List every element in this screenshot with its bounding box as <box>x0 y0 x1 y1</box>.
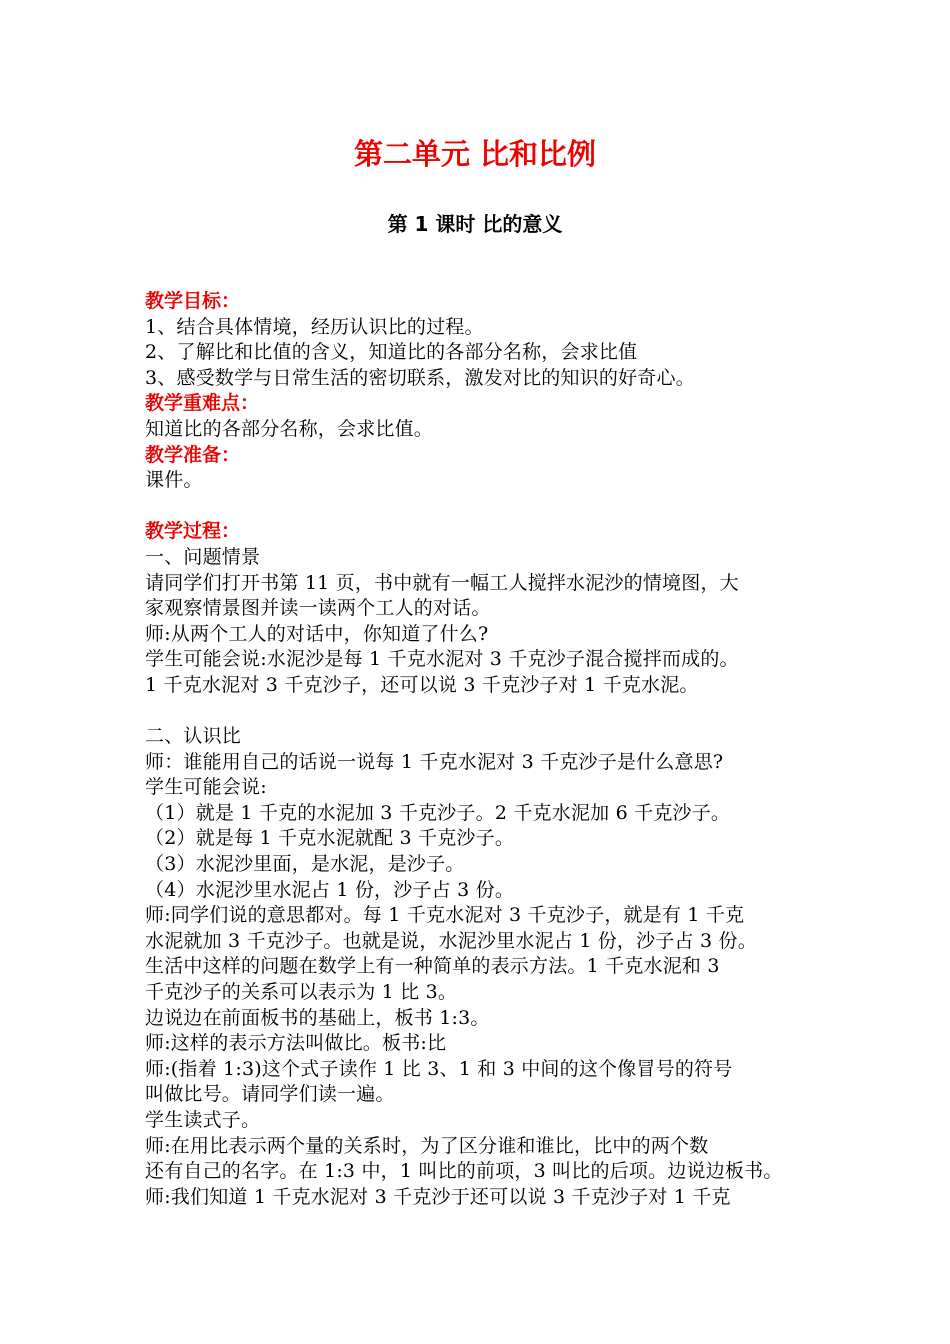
spacer <box>145 699 825 725</box>
unit-title: 第二单元 比和比例 <box>353 137 597 171</box>
paragraph-line: （4）水泥沙里水泥占 1 份，沙子占 3 份。 <box>145 878 515 901</box>
paragraph-line: 师:我们知道 1 千克水泥对 3 千克沙于还可以说 3 千克沙子对 1 千克 <box>145 1185 731 1208</box>
paragraph-line: （3）水泥沙里面，是水泥，是沙子。 <box>145 853 465 876</box>
key-points-heading: 教学重难点： <box>145 392 260 415</box>
paragraph-line: （1）就是 1 千克的水泥加 3 千克沙子。2 千克水泥加 6 千克沙子。 <box>145 801 731 824</box>
paragraph-line: 水泥就加 3 千克沙子。也就是说，水泥沙里水泥占 1 份，沙子占 3 份。 <box>145 929 757 952</box>
objective-item: 1、结合具体情境，经历认识比的过程。 <box>145 315 484 338</box>
paragraph-line: 叫做比号。请同学们读一遍。 <box>145 1083 395 1106</box>
paragraph-line: 师:从两个工人的对话中，你知道了什么? <box>145 622 489 645</box>
paragraph-line: 师:在用比表示两个量的关系时，为了区分谁和谁比，比中的两个数 <box>145 1134 709 1157</box>
paragraph-line: （2）就是每 1 千克水泥就配 3 千克沙子。 <box>145 827 515 850</box>
paragraph-line: 边说边在前面板书的基础上，板书 1:3。 <box>145 1006 490 1029</box>
lesson-body <box>145 289 825 1210</box>
key-points-text: 知道比的各部分名称，会求比值。 <box>145 417 434 440</box>
preparation-heading: 教学准备： <box>145 443 241 466</box>
paragraph-line: 学生读式子。 <box>145 1109 261 1131</box>
paragraph-line: 学生可能会说: <box>145 776 267 799</box>
paragraph-line: 千克沙子的关系可以表示为 1 比 3。 <box>145 981 458 1004</box>
paragraph-line: 师:(指着 1:3)这个式子读作 1 比 3、1 和 3 中间的这个像冒号的符号 <box>145 1057 733 1080</box>
paragraph-line: 师：谁能用自己的话说一说每 1 千克水泥对 3 千克沙子是什么意思? <box>145 750 724 773</box>
process-heading: 教学过程： <box>145 520 241 543</box>
paragraph-line: 师:同学们说的意思都对。每 1 千克水泥对 3 千克沙子，就是有 1 千克 <box>145 904 745 927</box>
lesson-title: 第 1 课时 比的意义 <box>387 212 563 236</box>
paragraph-line: 师:这样的表示方法叫做比。板书:比 <box>145 1032 447 1055</box>
paragraph-line: 1 千克水泥对 3 千克沙子，还可以说 3 千克沙子对 1 千克水泥。 <box>145 673 699 696</box>
paragraph-line: 学生可能会说:水泥沙是每 1 千克水泥对 3 千克沙子混合搅拌而成的。 <box>145 648 739 671</box>
objectives-heading: 教学目标： <box>145 290 241 312</box>
spacer <box>145 494 825 520</box>
paragraph-line: 还有自己的名字。在 1:3 中，1 叫比的前项，3 叫比的后项。边说边板书。 <box>145 1160 783 1183</box>
objective-item: 2、了解比和比值的含义，知道比的各部分名称，会求比值 <box>145 341 638 364</box>
preparation-text: 课件。 <box>145 469 203 492</box>
paragraph-line: 生活中这样的问题在数学上有一种简单的表示方法。1 千克水泥和 3 <box>145 955 720 978</box>
part1-title: 一、问题情景 <box>145 545 261 568</box>
paragraph-line: 家观察情景图并读一读两个工人的对话。 <box>145 597 491 620</box>
paragraph-line: 请同学们打开书第 11 页，书中就有一幅工人搅拌水泥沙的情境图，大 <box>145 571 739 594</box>
objective-item: 3、感受数学与日常生活的密切联系，激发对比的知识的好奇心。 <box>145 366 695 389</box>
part2-title: 二、认识比 <box>145 725 242 748</box>
